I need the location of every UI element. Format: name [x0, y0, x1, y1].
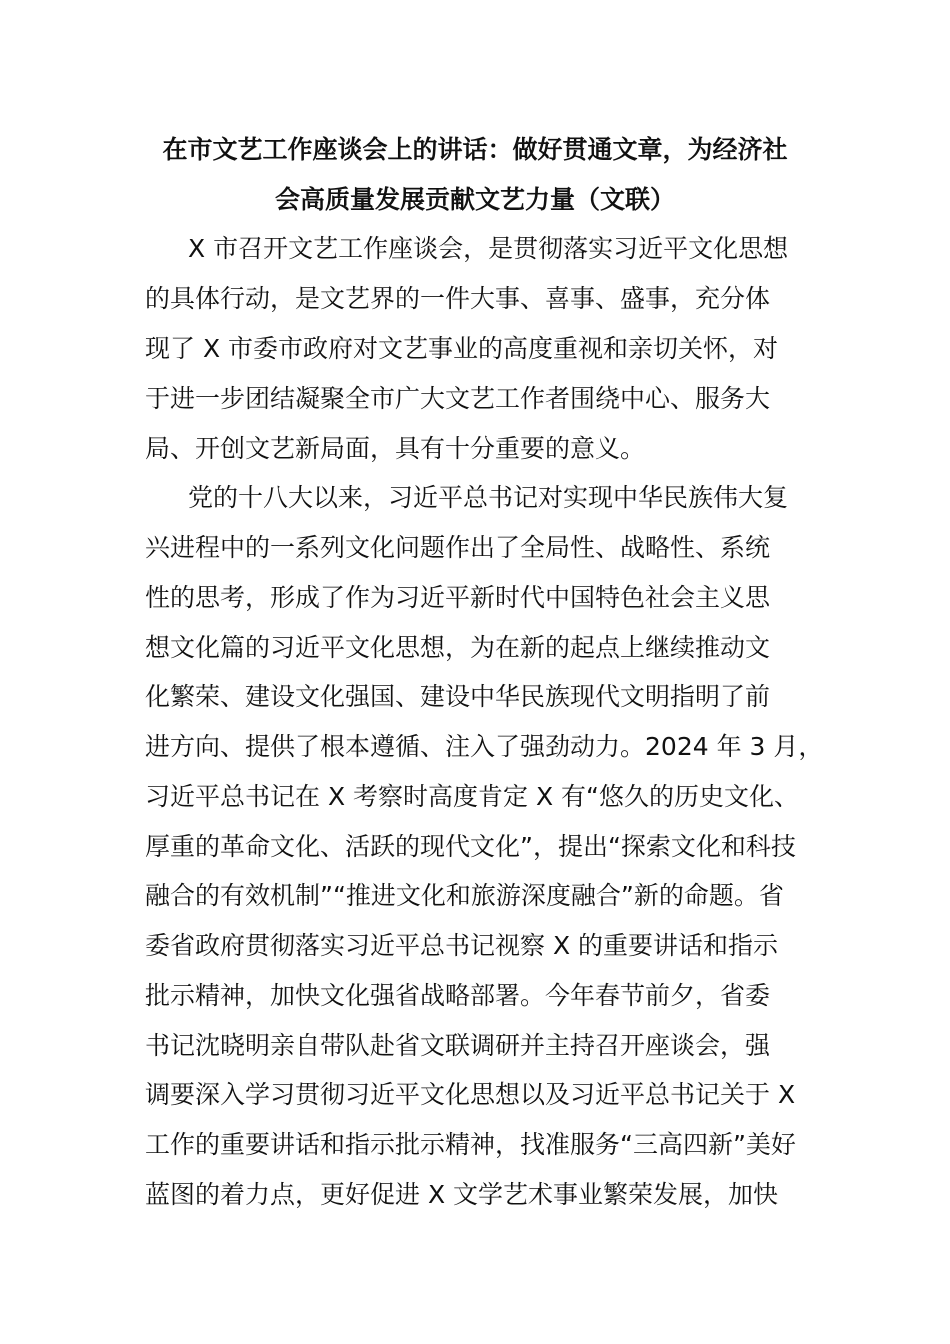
title-line-1: 在市文艺工作座谈会上的讲话：做好贯通文章，为经济社	[162, 135, 788, 164]
text-line: 兴进程中的一系列文化问题作出了全局性、战略性、系统	[145, 533, 771, 562]
text-line: 想文化篇的习近平文化思想，为在新的起点上继续推动文	[145, 633, 771, 662]
text-line: 习近平总书记在 X 考察时高度肯定 X 有“悠久的历史文化、	[145, 782, 799, 811]
text-line: 工作的重要讲话和指示批示精神，找准服务“三高四新”美好	[145, 1130, 796, 1159]
text-line: 融合的有效机制”“推进文化和旅游深度融合”新的命题。省	[145, 881, 784, 910]
text-line: 局、开创文艺新局面，具有十分重要的意义。	[145, 434, 646, 463]
text-line: 委省政府贯彻落实习近平总书记视察 X 的重要讲话和指示	[145, 931, 779, 960]
text-line: 于进一步团结凝聚全市广大文艺工作者围绕中心、服务大	[145, 384, 771, 413]
text-line: 厚重的革命文化、活跃的现代文化”，提出“探索文化和科技	[145, 832, 796, 861]
text-line: X 市召开文艺工作座谈会，是贯彻落实习近平文化思想	[188, 234, 789, 263]
text-line: 的具体行动，是文艺界的一件大事、喜事、盛事，充分体	[145, 284, 771, 313]
text-line: 书记沈晓明亲自带队赴省文联调研并主持召开座谈会，强	[145, 1031, 771, 1060]
title-line-2: 会高质量发展贡献文艺力量（文联）	[274, 185, 675, 214]
text-line: 进方向、提供了根本遵循、注入了强劲动力。2024 年 3 月，	[145, 732, 824, 761]
text-line: 调要深入学习贯彻习近平文化思想以及习近平总书记关于 X	[145, 1080, 796, 1109]
text-line: 批示精神，加快文化强省战略部署。今年春节前夕，省委	[145, 981, 771, 1010]
text-line: 性的思考，形成了作为习近平新时代中国特色社会主义思	[145, 583, 771, 612]
text-line: 党的十八大以来，习近平总书记对实现中华民族伟大复	[188, 483, 789, 512]
text-line: 化繁荣、建设文化强国、建设中华民族现代文明指明了前	[145, 682, 771, 711]
text-line: 现了 X 市委市政府对文艺事业的高度重视和亲切关怀，对	[145, 334, 779, 363]
text-line: 蓝图的着力点，更好促进 X 文学艺术事业繁荣发展，加快	[145, 1180, 779, 1209]
